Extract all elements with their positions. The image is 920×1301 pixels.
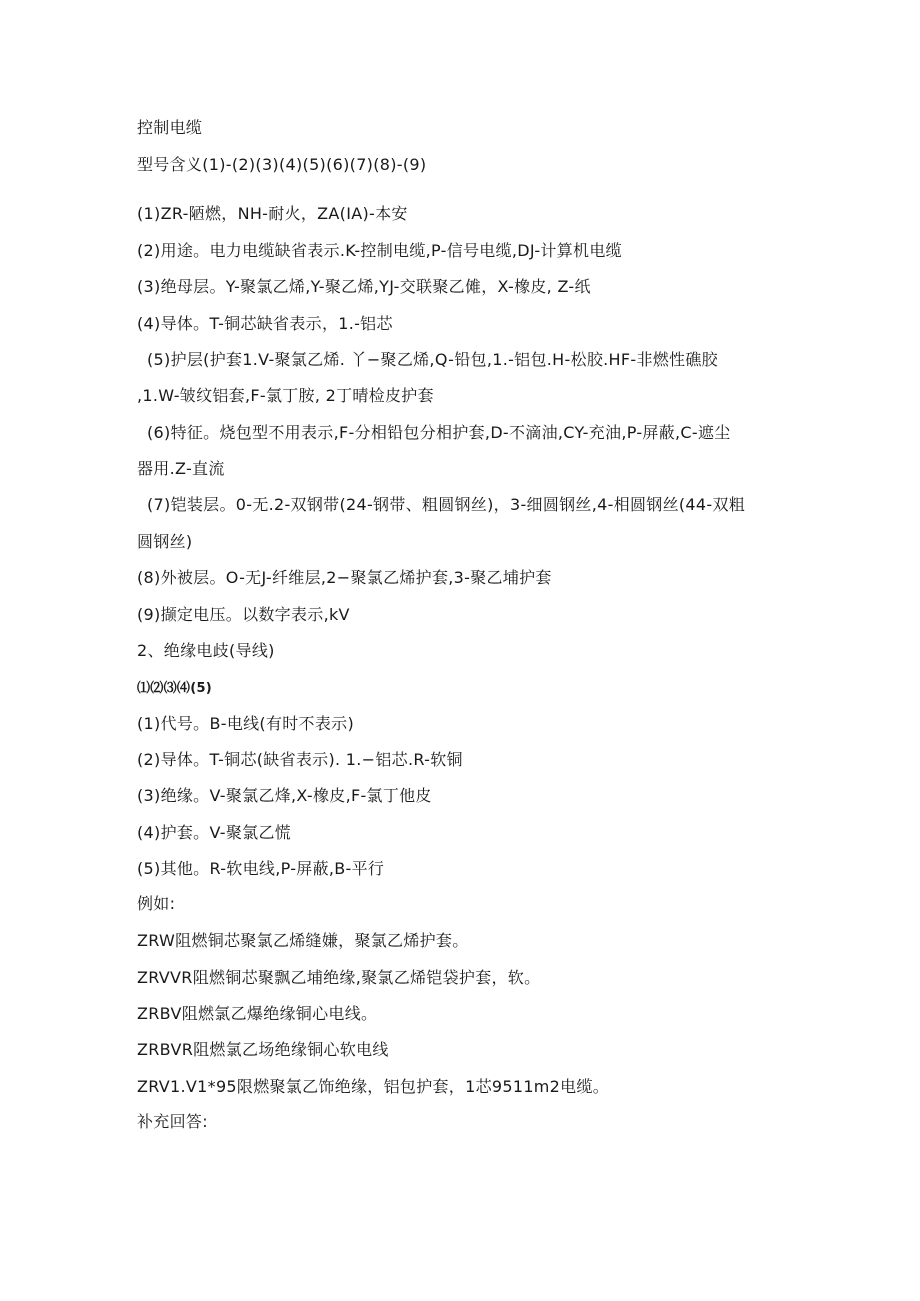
example-zrv1-line: ZRV1.V1*95限燃聚氯乙饰绝缘，铝包护套，1芯9511m2电缆。 <box>137 1077 610 1096</box>
item-1-line: (1)ZR-陋燃，NH-耐火，ZA(IA)-本安 <box>137 204 408 223</box>
item-8-line: (8)外被层。O-无J-纤维层,2−聚氯乙烯护套,3-聚乙埔护套 <box>137 568 552 587</box>
wire-item-3-line: (3)绝缘。V-聚氯乙烽,X-橡皮,F-氯丁他皮 <box>137 786 432 805</box>
example-zrvvr-line: ZRVVR阻燃铜芯聚飘乙埔绝缘,聚氯乙烯铠袋护套，软。 <box>137 968 541 987</box>
item-2-line: (2)用途。电力电缆缺省表示.K-控制电缆,P-信号电缆,DJ-计算机电缆 <box>137 241 622 260</box>
wire-item-2-line: (2)导体。T-铜芯(缺省表示). 1.−铝芯.R-软铜 <box>137 750 463 769</box>
wire-item-5-line: (5)其他。R-软电线,P-屏蔽,B-平行 <box>137 859 385 878</box>
wire-item-4-line: (4)护套。V-聚氯乙慌 <box>137 823 292 842</box>
item-9-line: (9)撷定电压。以数字表示,kV <box>137 605 350 624</box>
section-2-heading: 2、绝缘电歧(导线) <box>137 641 275 660</box>
wire-model-format-line: ⑴⑵⑶⑷(5) <box>137 681 213 696</box>
example-zrbv-line: ZRBV阻燃氯乙爆绝缘铜心电线。 <box>137 1004 378 1023</box>
item-5-line: (5)护层(护套1.V-聚氯乙烯. 丫−聚乙烯,Q-铅包,1.-铝包.H-松胶.HF-非燃性礁胶 <box>147 350 718 369</box>
item-3-line: (3)绝母层。Y-聚氯乙烯,Y-聚乙烯,YJ-交联聚乙傩，X-橡皮, Z-纸 <box>137 277 591 296</box>
wire-item-1-line: (1)代号。B-电线(有时不表示) <box>137 714 354 733</box>
example-zrw-line: ZRW阻燃铜芯聚氯乙烯缝嫌，聚氯乙烯护套。 <box>137 931 469 950</box>
heading-control-cable: 控制电缆 <box>137 118 203 137</box>
example-zrbvr-line: ZRBVR阻燃氯乙场绝缘铜心软电线 <box>137 1040 389 1059</box>
item-4-line: (4)导体。T-铜芯缺省表示，1.-铝芯 <box>137 314 393 333</box>
item-7-continued-line: 圆钢丝) <box>137 532 193 551</box>
supplementary-answer-heading: 补充回答: <box>137 1112 208 1131</box>
model-meaning-line: 型号含义(1)-(2)(3)(4)(5)(6)(7)(8)-(9) <box>137 155 427 174</box>
item-6-line: (6)特征。烧包型不用表示,F-分相铅包分相护套,D-不滴油,CY-充油,P-屏蔽,C-遮尘 <box>147 423 731 442</box>
item-7-line: (7)铠装层。0-无.2-双钢带(24-钢带、粗圆钢丝)，3-细圆钢丝,4-相圆钢丝(44-双粗 <box>147 495 746 514</box>
item-6-continued-line: 器用.Z-直流 <box>137 459 225 478</box>
item-5-continued-line: ,1.W-皱纹铝套,F-氯丁胺, 2丁晴检皮护套 <box>137 386 434 405</box>
example-heading: 例如: <box>137 894 176 913</box>
